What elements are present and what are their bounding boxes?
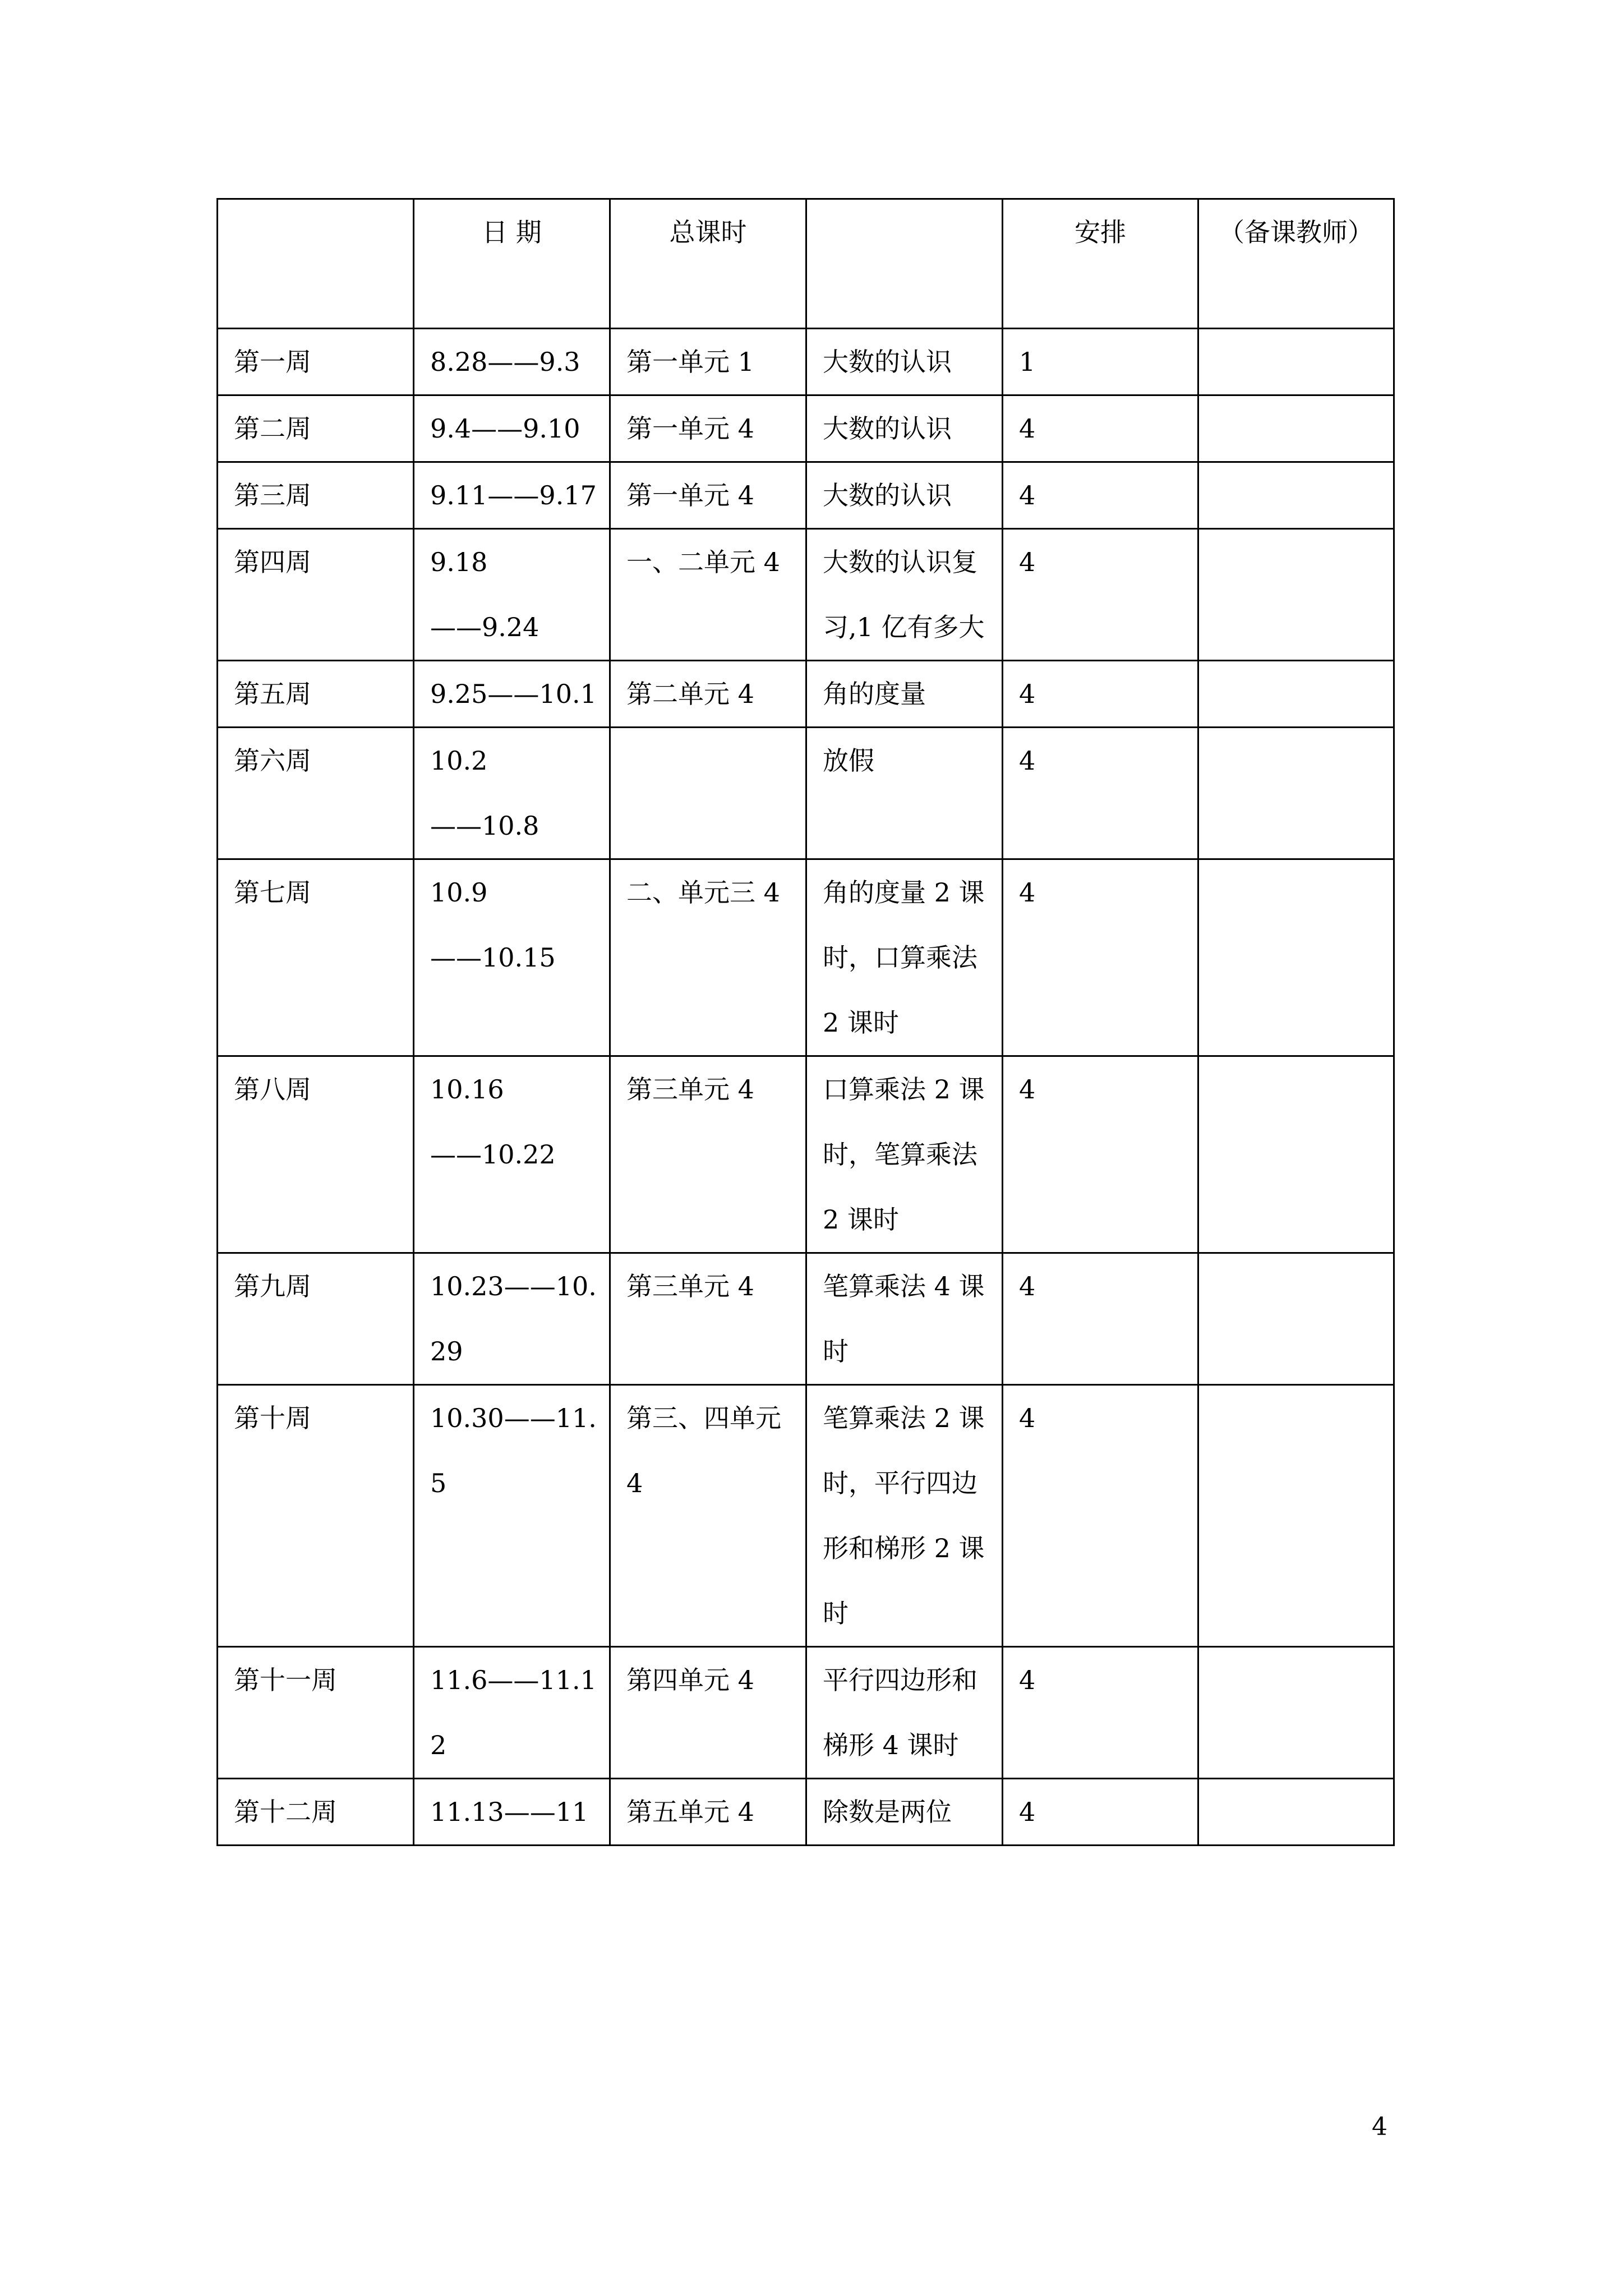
table-row [218, 529, 1394, 661]
teacher-cell [1198, 395, 1394, 462]
week-cell: 第七周 [218, 859, 414, 1056]
header-row [218, 199, 1394, 329]
unit-cell: 第一单元 4 [610, 462, 806, 529]
unit-cell [610, 728, 806, 859]
hours-cell: 4 [1003, 395, 1198, 462]
teacher-cell [1198, 462, 1394, 529]
content-cell: 平行四边形和梯形 4 课时 [806, 1647, 1003, 1779]
unit-cell: 第一单元 4 [610, 395, 806, 462]
table-row [218, 1647, 1394, 1779]
unit-cell: 第一单元 1 [610, 329, 806, 395]
teacher-cell [1198, 859, 1394, 1056]
table-row [218, 1253, 1394, 1385]
teacher-cell [1198, 529, 1394, 661]
week-cell: 第二周 [218, 395, 414, 462]
header-cell-week [218, 199, 414, 329]
content-cell: 大数的认识复习,1 亿有多大 [806, 529, 1003, 661]
header-cell-content [806, 199, 1003, 329]
table-row [218, 1385, 1394, 1647]
content-cell: 大数的认识 [806, 462, 1003, 529]
content-cell: 放假 [806, 728, 1003, 859]
week-cell: 第十二周 [218, 1779, 414, 1846]
week-cell: 第六周 [218, 728, 414, 859]
week-cell: 第十周 [218, 1385, 414, 1647]
week-cell: 第一周 [218, 329, 414, 395]
hours-cell: 4 [1003, 462, 1198, 529]
header-cell-total-hours: 总课时 [610, 199, 806, 329]
hours-cell: 4 [1003, 1647, 1198, 1779]
teacher-cell [1198, 728, 1394, 859]
table-row [218, 661, 1394, 728]
date-cell: 11.13——11 [414, 1779, 610, 1846]
date-cell: 10.9 ——10.15 [414, 859, 610, 1056]
unit-cell: 第五单元 4 [610, 1779, 806, 1846]
teacher-cell [1198, 661, 1394, 728]
date-cell: 10.23——10.29 [414, 1253, 610, 1385]
content-cell: 除数是两位 [806, 1779, 1003, 1846]
date-cell: 11.6——11.12 [414, 1647, 610, 1779]
date-cell: 9.18 ——9.24 [414, 529, 610, 661]
week-cell: 第八周 [218, 1056, 414, 1253]
table-row [218, 1779, 1394, 1846]
teacher-cell [1198, 1056, 1394, 1253]
page-number: 4 [1372, 2113, 1387, 2141]
schedule-body [218, 329, 1394, 1846]
unit-cell: 二、单元三 4 [610, 859, 806, 1056]
schedule-table [216, 198, 1395, 1846]
table-row [218, 462, 1394, 529]
content-cell: 笔算乘法 2 课时，平行四边形和梯形 2 课时 [806, 1385, 1003, 1647]
unit-cell: 第三单元 4 [610, 1253, 806, 1385]
content-cell: 大数的认识 [806, 329, 1003, 395]
week-cell: 第三周 [218, 462, 414, 529]
hours-cell: 4 [1003, 728, 1198, 859]
date-cell: 9.4——9.10 [414, 395, 610, 462]
unit-cell: 一、二单元 4 [610, 529, 806, 661]
content-cell: 大数的认识 [806, 395, 1003, 462]
unit-cell: 第三、四单元 4 [610, 1385, 806, 1647]
hours-cell: 4 [1003, 661, 1198, 728]
hours-cell: 1 [1003, 329, 1198, 395]
date-cell: 10.30——11.5 [414, 1385, 610, 1647]
hours-cell: 4 [1003, 1779, 1198, 1846]
content-cell: 笔算乘法 4 课时 [806, 1253, 1003, 1385]
teacher-cell [1198, 329, 1394, 395]
hours-cell: 4 [1003, 1385, 1198, 1647]
header-cell-date: 日 期 [414, 199, 610, 329]
date-cell: 10.2 ——10.8 [414, 728, 610, 859]
week-cell: 第四周 [218, 529, 414, 661]
teacher-cell [1198, 1647, 1394, 1779]
unit-cell: 第二单元 4 [610, 661, 806, 728]
hours-cell: 4 [1003, 1056, 1198, 1253]
unit-cell: 第四单元 4 [610, 1647, 806, 1779]
date-cell: 10.16 ——10.22 [414, 1056, 610, 1253]
header-cell-arrangement: 安排 [1003, 199, 1198, 329]
week-cell: 第十一周 [218, 1647, 414, 1779]
date-cell: 9.25——10.1 [414, 661, 610, 728]
teacher-cell [1198, 1253, 1394, 1385]
content-cell: 口算乘法 2 课时，笔算乘法 2 课时 [806, 1056, 1003, 1253]
hours-cell: 4 [1003, 529, 1198, 661]
content-cell: 角的度量 2 课时，口算乘法 2 课时 [806, 859, 1003, 1056]
teacher-cell [1198, 1385, 1394, 1647]
date-cell: 8.28——9.3 [414, 329, 610, 395]
teacher-cell [1198, 1779, 1394, 1846]
hours-cell: 4 [1003, 859, 1198, 1056]
table-row [218, 728, 1394, 859]
header-cell-teacher: （备课教师） [1198, 199, 1394, 329]
table-row [218, 1056, 1394, 1253]
week-cell: 第五周 [218, 661, 414, 728]
table-row [218, 395, 1394, 462]
week-cell: 第九周 [218, 1253, 414, 1385]
unit-cell: 第三单元 4 [610, 1056, 806, 1253]
table-row [218, 329, 1394, 395]
date-cell: 9.11——9.17 [414, 462, 610, 529]
table-row [218, 859, 1394, 1056]
content-cell: 角的度量 [806, 661, 1003, 728]
hours-cell: 4 [1003, 1253, 1198, 1385]
